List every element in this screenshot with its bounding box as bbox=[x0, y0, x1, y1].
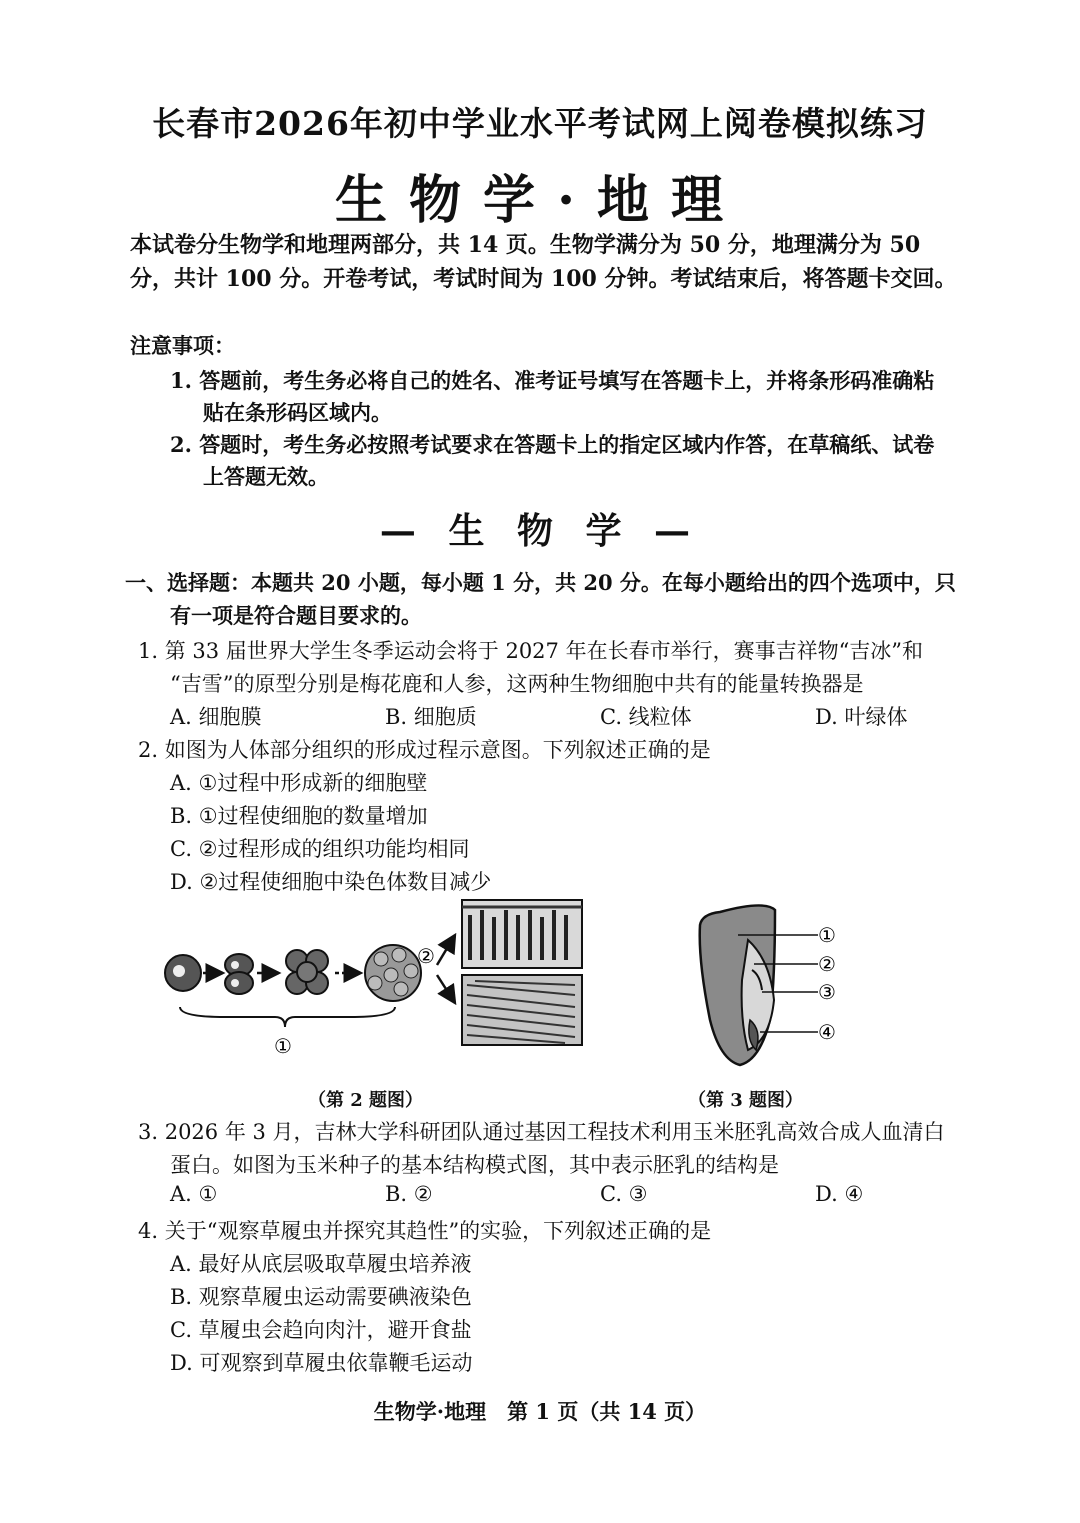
figure-3-corn-seed-diagram bbox=[690, 900, 850, 1070]
notice-heading: 注意事项： bbox=[130, 333, 235, 358]
epithelial-tissue-image bbox=[462, 900, 582, 968]
fig2-label-1: ① bbox=[274, 1034, 292, 1058]
q4-option-d: D. 可观察到草履虫依靠鞭毛运动 bbox=[170, 1351, 473, 1375]
q2-option-d: D. ②过程使细胞中染色体数目减少 bbox=[170, 870, 492, 894]
fig3-label-3: ③ bbox=[818, 980, 836, 1004]
q2-option-a: A. ①过程中形成新的细胞壁 bbox=[170, 771, 428, 795]
q1-option-b: B. 细胞质 bbox=[385, 705, 477, 729]
two-cell-stage bbox=[225, 954, 253, 994]
figure-2-caption: （第 2 题图） bbox=[308, 1090, 424, 1111]
page-footer: 生物学·地理 第 1 页（共 14 页） bbox=[373, 1399, 707, 1424]
four-cell-stage bbox=[286, 950, 328, 994]
fig3-label-1: ① bbox=[818, 923, 836, 947]
q3-option-d: D. ④ bbox=[815, 1182, 864, 1206]
q3-option-a: A. ① bbox=[170, 1182, 218, 1206]
notice-item-1-line-2: 贴在条形码区域内。 bbox=[203, 400, 392, 425]
cell-cluster bbox=[365, 945, 421, 1001]
q4-option-b: B. 观察草履虫运动需要碘液染色 bbox=[170, 1285, 472, 1309]
muscle-tissue-image bbox=[462, 975, 582, 1045]
q4-option-a: A. 最好从底层吸取草履虫培养液 bbox=[170, 1252, 472, 1276]
fig2-label-2: ② bbox=[417, 944, 435, 968]
q4-option-c: C. 草履虫会趋向肉汁，避开食盐 bbox=[170, 1318, 472, 1342]
fig3-label-2: ② bbox=[818, 952, 836, 976]
q3-option-b: B. ② bbox=[385, 1182, 433, 1206]
fig3-label-4: ④ bbox=[818, 1020, 836, 1044]
notice-item-1-line-1: 1. 答题前，考生务必将自己的姓名、准考证号填写在答题卡上，并将条形码准确粘 bbox=[170, 368, 935, 393]
figure-2-cell-division-diagram bbox=[155, 895, 595, 1070]
intro-paragraph: 本试卷分生物学和地理两部分，共 14 页。生物学满分为 50 分，地理满分为 50 分，共计 100 分。开卷考试，考试时间为 100 分钟。考试结束后，将答题卡交回。 bbox=[130, 232, 957, 292]
q2-option-b: B. ①过程使细胞的数量增加 bbox=[170, 804, 428, 828]
part1-instructions-line-2: 有一项是符合题目要求的。 bbox=[170, 603, 422, 628]
exam-title: 长春市2026年初中学业水平考试网上阅卷模拟练习 bbox=[152, 104, 928, 143]
q1-option-a: A. 细胞膜 bbox=[170, 705, 262, 729]
q2-stem: 2. 如图为人体部分组织的形成过程示意图。下列叙述正确的是 bbox=[138, 738, 711, 762]
q3-stem-line-2: 蛋白。如图为玉米种子的基本结构模式图，其中表示胚乳的结构是 bbox=[170, 1153, 779, 1177]
fertilized-egg-cell bbox=[165, 955, 201, 991]
q1-stem-line-1: 1. 第 33 届世界大学生冬季运动会将于 2027 年在长春市举行，赛事吉祥物“吉冰”和 bbox=[138, 639, 924, 663]
subject-title: 生物学·地理 bbox=[334, 170, 746, 231]
notice-item-2-line-2: 上答题无效。 bbox=[203, 464, 329, 489]
q1-option-c: C. 线粒体 bbox=[600, 705, 692, 729]
figure-3-caption: （第 3 题图） bbox=[688, 1090, 804, 1111]
q4-stem: 4. 关于“观察草履虫并探究其趋性”的实验，下列叙述正确的是 bbox=[138, 1219, 712, 1243]
section-title-biology: — 生 物 学 — bbox=[379, 510, 701, 552]
notice-item-2-line-1: 2. 答题时，考生务必按照考试要求在答题卡上的指定区域内作答，在草稿纸、试卷 bbox=[170, 432, 935, 457]
q3-stem-line-1: 3. 2026 年 3 月，吉林大学科研团队通过基因工程技术利用玉米胚乳高效合成人血清白 bbox=[138, 1120, 945, 1144]
q1-stem-line-2: “吉雪”的原型分别是梅花鹿和人参，这两种生物细胞中共有的能量转换器是 bbox=[170, 672, 864, 696]
part1-instructions-line-1: 一、选择题：本题共 20 小题，每小题 1 分，共 20 分。在每小题给出的四个选项中，只 bbox=[125, 570, 956, 595]
q3-option-c: C. ③ bbox=[600, 1182, 648, 1206]
q2-option-c: C. ②过程形成的组织功能均相同 bbox=[170, 837, 470, 861]
q1-option-d: D. 叶绿体 bbox=[815, 705, 908, 729]
